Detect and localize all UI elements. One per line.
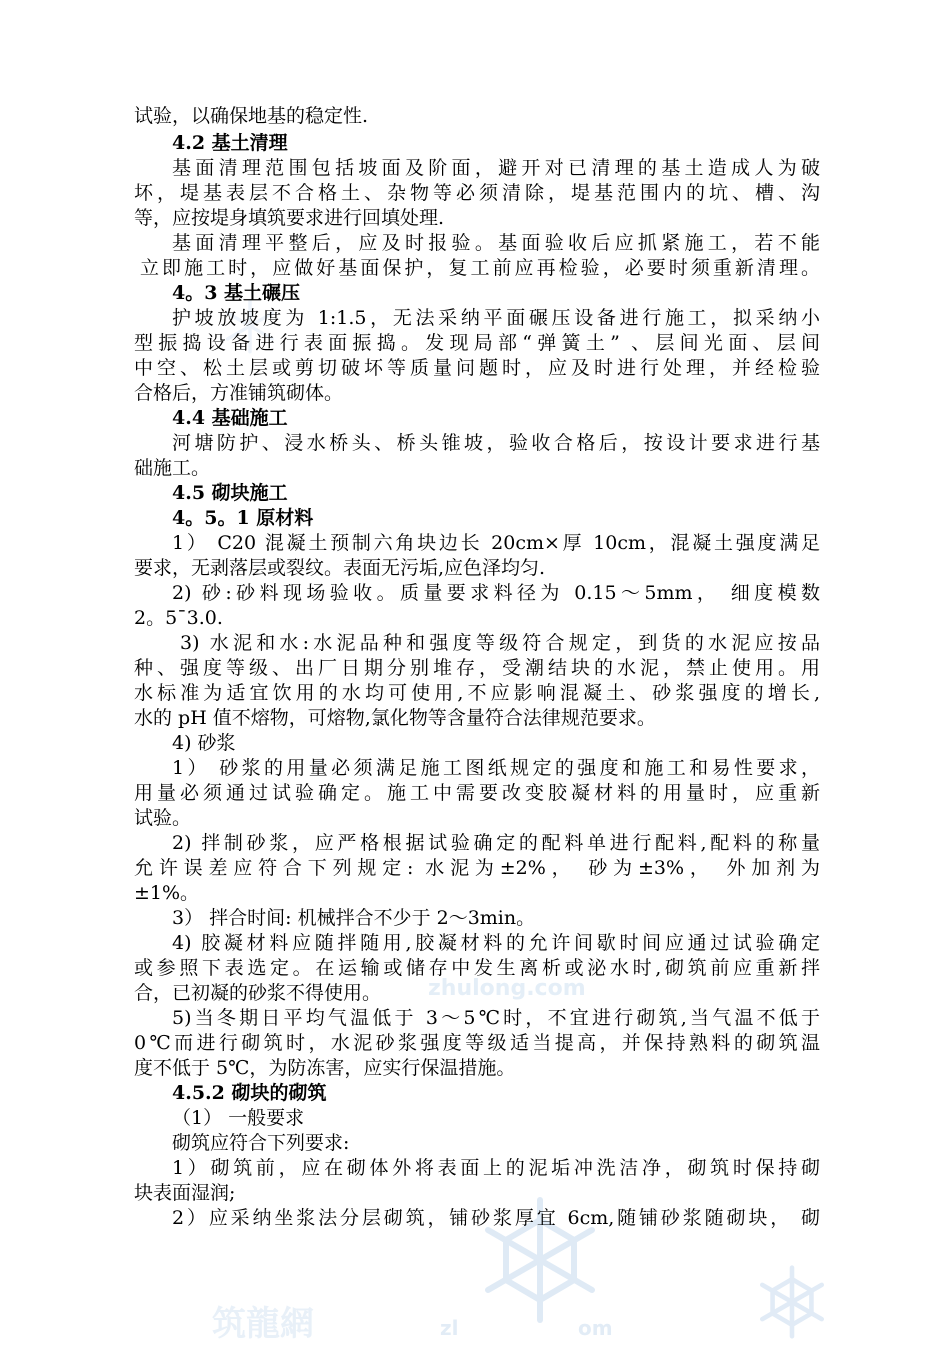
text-line: （1） 一般要求 bbox=[172, 1107, 305, 1129]
text-line: 种、强度等级、出厂日期分别堆存，受潮结块的水泥，禁止使用。用 bbox=[134, 657, 820, 679]
text-line: 5)当冬期日平均气温低于 3～5℃时，不宜进行砌筑,当气温不低于 bbox=[172, 1007, 820, 1029]
subsection-heading: 4.5.2 砌块的砌筑 bbox=[172, 1082, 327, 1104]
text-line: 1） 砂浆的用量必须满足施工图纸规定的强度和施工和易性要求， bbox=[172, 757, 820, 779]
text-line: 允许误差应符合下列规定: 水泥为±2%， 砂为±3%， 外加剂为 bbox=[134, 857, 820, 879]
snowflake-watermark-icon-right bbox=[752, 1262, 832, 1342]
text-line: 1）砌筑前，应在砌体外将表面上的泥垢冲洗洁净，砌筑时保持砌 bbox=[172, 1157, 820, 1179]
text-line: 试验。 bbox=[134, 807, 192, 829]
section-heading: 4.2 基土清理 bbox=[172, 132, 288, 154]
section-heading: 4.4 基础施工 bbox=[172, 407, 288, 429]
text-line: 基面清理范围包括坡面及阶面，避开对已清理的基土造成人为破 bbox=[172, 157, 820, 179]
text-line: 4) 砂浆 bbox=[172, 732, 236, 754]
text-line: 2) 拌制砂浆，应严格根据试验确定的配料单进行配料,配料的称量 bbox=[172, 832, 820, 854]
text-line: 型振捣设备进行表面振捣。发现局部“弹簧土” 、层间光面、层间 bbox=[134, 332, 820, 354]
text-line: 坏，堤基表层不合格土、杂物等必须清除，堤基范围内的坑、槽、沟 bbox=[134, 182, 820, 204]
watermark-logo-suffix-2: om bbox=[578, 1316, 613, 1340]
text-line: 度不低于 5℃，为防冻害，应实行保温措施。 bbox=[134, 1057, 516, 1079]
text-line: 合，已初凝的砂浆不得使用。 bbox=[134, 982, 382, 1004]
text-line: 基面清理平整后，应及时报验。基面验收后应抓紧施工，若不能 bbox=[172, 232, 820, 254]
watermark-site-text: zhulong.com bbox=[428, 976, 586, 1001]
text-line: ±1%。 bbox=[134, 882, 200, 904]
text-line: 或参照下表选定。在运输或储存中发生离析或泌水时,砌筑前应重新拌 bbox=[134, 957, 820, 979]
text-line: 2。5¯3.0. bbox=[134, 607, 223, 629]
text-line: 块表面湿润; bbox=[134, 1182, 236, 1204]
text-line: 1） C20 混凝土预制六角块边长 20cm×厚 10cm，混凝土强度满足 bbox=[172, 532, 820, 554]
text-line: 用量必须通过试验确定。施工中需要改变胶凝材料的用量时，应重新 bbox=[134, 782, 820, 804]
text-line: 4) 胶凝材料应随拌随用,胶凝材料的允许间歇时间应通过试验确定 bbox=[172, 932, 820, 954]
text-line: 要求，无剥落层或裂纹。表面无污垢,应色泽均匀. bbox=[134, 557, 546, 579]
text-line: 水标准为适宜饮用的水均可使用,不应影响混凝土、砂浆强度的增长, bbox=[134, 682, 820, 704]
text-line: 水的 pH 值不熔物，可熔物,氯化物等含量符合法律规范要求。 bbox=[134, 707, 656, 729]
text-line: 3） 拌合时间: 机械拌合不少于 2～3min。 bbox=[172, 907, 536, 929]
text-line: 3) 水泥和水:水泥品种和强度等级符合规定，到货的水泥应按品 bbox=[180, 632, 820, 654]
text-line: 0℃而进行砌筑时，水泥砂浆强度等级适当提高，并保持熟料的砌筑温 bbox=[134, 1032, 820, 1054]
subsection-heading: 4。5。1 原材料 bbox=[172, 507, 314, 529]
text-line: 等，应按堤身填筑要求进行回填处理. bbox=[134, 207, 445, 229]
text-line: 中空、松土层或剪切破坏等质量问题时，应及时进行处理，并经检验 bbox=[134, 357, 820, 379]
watermark-logo-suffix-1: zl bbox=[440, 1316, 459, 1340]
text-line: 2) 砂:砂料现场验收。质量要求料径为 0.15～5mm， 细度模数 bbox=[172, 582, 820, 604]
text-line: 2）应采纳坐浆法分层砌筑，铺砂浆厚宜 6cm,随铺砂浆随砌块， 砌 bbox=[172, 1207, 820, 1229]
section-heading: 4.5 砌块施工 bbox=[172, 482, 288, 504]
text-line: 合格后，方准铺筑砌体。 bbox=[134, 382, 344, 404]
text-line: 试验，以确保地基的稳定性. bbox=[134, 105, 369, 127]
text-line: 砌筑应符合下列要求: bbox=[172, 1132, 350, 1154]
text-line: 立即施工时，应做好基面保护，复工前应再检验，必要时须重新清理。 bbox=[140, 257, 820, 279]
section-heading: 4。3 基土碾压 bbox=[172, 282, 301, 304]
text-line: 护坡放坡度为 1:1.5，无法采纳平面碾压设备进行施工，拟采纳小 bbox=[172, 307, 820, 329]
text-line: 河塘防护、浸水桥头、桥头锥坡，验收合格后，按设计要求进行基 bbox=[172, 432, 820, 454]
watermark-logo-text: 筑龍網 bbox=[212, 1304, 314, 1344]
text-line: 础施工。 bbox=[134, 457, 211, 479]
